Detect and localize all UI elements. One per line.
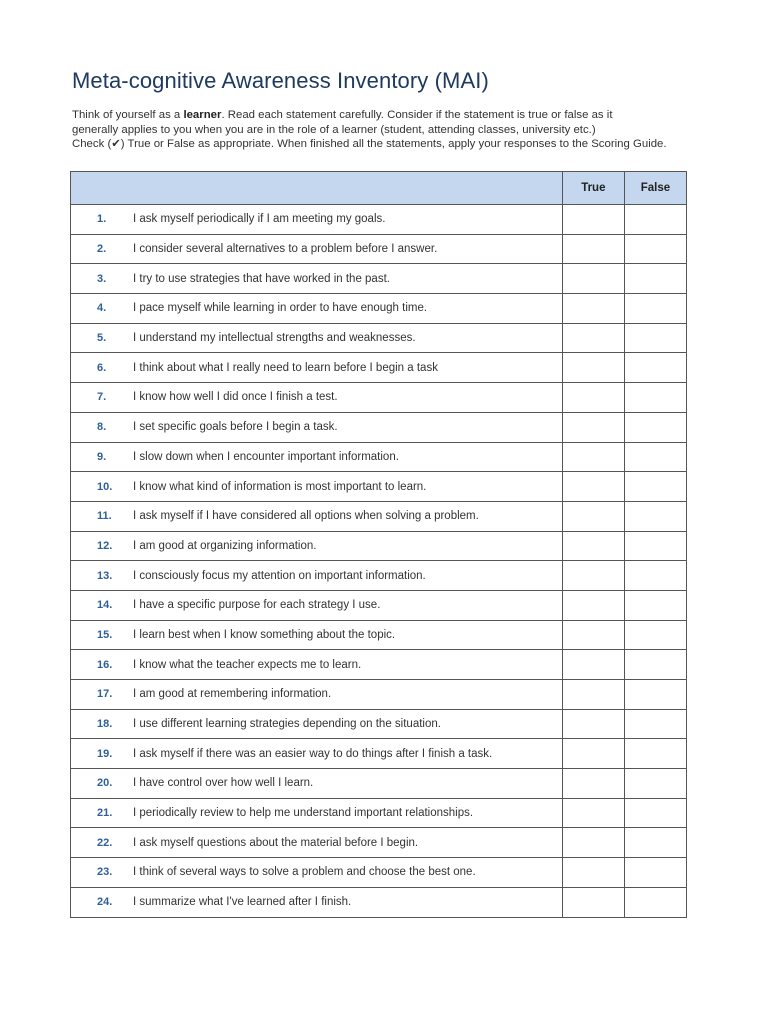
table-row — [71, 353, 687, 383]
instructions — [72, 108, 732, 152]
true-checkbox-cell[interactable] — [562, 561, 624, 591]
true-checkbox-cell[interactable] — [562, 620, 624, 650]
table-row — [71, 561, 687, 591]
statement-text: I consider several alternatives to a problem before I answer. — [133, 243, 438, 256]
true-checkbox-cell[interactable] — [562, 590, 624, 620]
table-row — [71, 680, 687, 710]
false-checkbox-cell[interactable] — [624, 739, 686, 769]
table-row — [71, 828, 687, 858]
statement-cell — [71, 501, 563, 531]
statement-number: 15. — [97, 628, 113, 641]
header-true: True — [562, 172, 624, 205]
emphasis-learner: learner — [183, 109, 222, 121]
true-checkbox-cell[interactable] — [562, 264, 624, 294]
table-row — [71, 709, 687, 739]
table-row — [71, 412, 687, 442]
statement-text: I understand my intellectual strengths and weaknesses. — [133, 332, 416, 345]
statement-number: 18. — [97, 718, 113, 731]
true-checkbox-cell[interactable] — [562, 294, 624, 324]
table-row — [71, 442, 687, 472]
statement-text: I periodically review to help me understand important relationships. — [133, 807, 474, 820]
false-checkbox-cell[interactable] — [624, 472, 686, 502]
statement-cell — [71, 323, 563, 353]
false-checkbox-cell[interactable] — [624, 620, 686, 650]
statement-number: 19. — [97, 747, 113, 760]
table-row — [71, 650, 687, 680]
false-checkbox-cell[interactable] — [624, 590, 686, 620]
statement-text: I think about what I really need to learn before I begin a task — [133, 361, 438, 374]
statement-number: 2. — [97, 243, 107, 256]
false-checkbox-cell[interactable] — [624, 858, 686, 888]
true-checkbox-cell[interactable] — [562, 680, 624, 710]
table-row — [71, 472, 687, 502]
true-checkbox-cell[interactable] — [562, 739, 624, 769]
table-row — [71, 383, 687, 413]
statement-text: I pace myself while learning in order to have enough time. — [133, 302, 428, 315]
statement-number: 24. — [97, 896, 113, 909]
true-checkbox-cell[interactable] — [562, 650, 624, 680]
statement-cell — [71, 590, 563, 620]
statement-text: I summarize what I've learned after I finish. — [133, 896, 352, 909]
false-checkbox-cell[interactable] — [624, 383, 686, 413]
statement-text: I learn best when I know something about the topic. — [133, 628, 396, 641]
statement-cell — [71, 561, 563, 591]
instructions-line-2: generally applies to you when you are in the role of a learner (student, attending classes, university etc.) — [72, 123, 596, 136]
statement-text: I have a specific purpose for each strategy I use. — [133, 599, 381, 612]
statement-cell — [71, 531, 563, 561]
statement-number: 16. — [97, 658, 113, 671]
header-statement — [71, 172, 563, 205]
statement-cell — [71, 264, 563, 294]
statement-text: I know what kind of information is most important to learn. — [133, 480, 427, 493]
statement-number: 9. — [97, 450, 107, 463]
instructions-line-3: Check (✔) True or False as appropriate. When finished all the statements, apply your responses to the Scoring Guide. — [72, 138, 667, 150]
statement-text: I am good at organizing information. — [133, 539, 317, 552]
statement-number: 1. — [97, 213, 107, 226]
false-checkbox-cell[interactable] — [624, 828, 686, 858]
statement-cell — [71, 412, 563, 442]
statement-number: 11. — [97, 510, 112, 523]
true-checkbox-cell[interactable] — [562, 798, 624, 828]
false-checkbox-cell[interactable] — [624, 442, 686, 472]
statement-number: 21. — [97, 807, 113, 820]
table-header-row — [71, 172, 687, 205]
true-checkbox-cell[interactable] — [562, 412, 624, 442]
table-row — [71, 739, 687, 769]
true-checkbox-cell[interactable] — [562, 383, 624, 413]
statement-cell — [71, 442, 563, 472]
statement-text: I ask myself if I have considered all options when solving a problem. — [133, 510, 479, 523]
false-checkbox-cell[interactable] — [624, 205, 686, 235]
table-body — [71, 205, 687, 918]
statement-cell — [71, 858, 563, 888]
true-checkbox-cell[interactable] — [562, 234, 624, 264]
statement-text: I ask myself if there was an easier way to do things after I finish a task. — [133, 747, 493, 760]
statement-number: 4. — [97, 302, 107, 315]
statement-number: 13. — [97, 569, 113, 582]
header-false: False — [624, 172, 686, 205]
statement-text: I know what the teacher expects me to learn. — [133, 658, 362, 671]
table-row — [71, 264, 687, 294]
table-row — [71, 620, 687, 650]
statement-number: 3. — [97, 272, 107, 285]
false-checkbox-cell[interactable] — [624, 887, 686, 917]
statement-cell — [71, 620, 563, 650]
statement-text: I try to use strategies that have worked in the past. — [133, 272, 390, 285]
statement-cell — [71, 680, 563, 710]
false-checkbox-cell[interactable] — [624, 561, 686, 591]
statement-number: 8. — [97, 421, 107, 434]
true-checkbox-cell[interactable] — [562, 501, 624, 531]
statement-text: I ask myself questions about the material before I begin. — [133, 836, 419, 849]
inventory-table — [70, 171, 687, 918]
true-checkbox-cell[interactable] — [562, 709, 624, 739]
statement-text: I set specific goals before I begin a task. — [133, 421, 338, 434]
statement-number: 20. — [97, 777, 113, 790]
table-row — [71, 887, 687, 917]
true-checkbox-cell[interactable] — [562, 531, 624, 561]
statement-cell — [71, 472, 563, 502]
statement-number: 22. — [97, 836, 113, 849]
statement-text: I use different learning strategies depending on the situation. — [133, 718, 441, 731]
table-row — [71, 798, 687, 828]
statement-cell — [71, 353, 563, 383]
instructions-line-1: Think of yourself as a learner. Read each statement carefully. Consider if the statement is true or false as it — [72, 109, 613, 121]
false-checkbox-cell[interactable] — [624, 412, 686, 442]
statement-cell — [71, 650, 563, 680]
table-row — [71, 769, 687, 799]
statement-cell — [71, 887, 563, 917]
true-checkbox-cell[interactable] — [562, 442, 624, 472]
statement-text: I think of several ways to solve a problem and choose the best one. — [133, 866, 476, 879]
false-checkbox-cell[interactable] — [624, 294, 686, 324]
true-checkbox-cell[interactable] — [562, 769, 624, 799]
true-checkbox-cell[interactable] — [562, 205, 624, 235]
statement-number: 14. — [97, 599, 113, 612]
false-checkbox-cell[interactable] — [624, 531, 686, 561]
true-checkbox-cell[interactable] — [562, 323, 624, 353]
statement-cell — [71, 709, 563, 739]
statement-cell — [71, 294, 563, 324]
false-checkbox-cell[interactable] — [624, 769, 686, 799]
statement-text: I consciously focus my attention on important information. — [133, 569, 426, 582]
false-checkbox-cell[interactable] — [624, 650, 686, 680]
false-checkbox-cell[interactable] — [624, 234, 686, 264]
false-checkbox-cell[interactable] — [624, 501, 686, 531]
statement-cell — [71, 383, 563, 413]
table-row — [71, 294, 687, 324]
statement-cell — [71, 234, 563, 264]
false-checkbox-cell[interactable] — [624, 709, 686, 739]
true-checkbox-cell[interactable] — [562, 472, 624, 502]
true-checkbox-cell[interactable] — [562, 887, 624, 917]
table-row — [71, 858, 687, 888]
false-checkbox-cell[interactable] — [624, 798, 686, 828]
false-checkbox-cell[interactable] — [624, 264, 686, 294]
false-checkbox-cell[interactable] — [624, 353, 686, 383]
statement-text: I have control over how well I learn. — [133, 777, 314, 790]
true-checkbox-cell[interactable] — [562, 858, 624, 888]
statement-number: 6. — [97, 361, 107, 374]
statement-text: I know how well I did once I finish a test. — [133, 391, 338, 404]
statement-number: 10. — [97, 480, 113, 493]
false-checkbox-cell[interactable] — [624, 680, 686, 710]
false-checkbox-cell[interactable] — [624, 323, 686, 353]
statement-text: I ask myself periodically if I am meeting my goals. — [133, 213, 386, 226]
statement-cell — [71, 828, 563, 858]
statement-cell — [71, 798, 563, 828]
true-checkbox-cell[interactable] — [562, 353, 624, 383]
statement-number: 23. — [97, 866, 113, 879]
page-title: Meta-cognitive Awareness Inventory (MAI) — [72, 68, 489, 93]
true-checkbox-cell[interactable] — [562, 828, 624, 858]
table-row — [71, 323, 687, 353]
statement-cell — [71, 205, 563, 235]
statement-cell — [71, 769, 563, 799]
table-row — [71, 501, 687, 531]
table-row — [71, 531, 687, 561]
statement-number: 12. — [97, 539, 113, 552]
statement-number: 17. — [97, 688, 113, 701]
statement-number: 5. — [97, 332, 107, 345]
table-row — [71, 234, 687, 264]
statement-number: 7. — [97, 391, 107, 404]
statement-cell — [71, 739, 563, 769]
statement-text: I slow down when I encounter important information. — [133, 450, 399, 463]
table-row — [71, 205, 687, 235]
statement-text: I am good at remembering information. — [133, 688, 332, 701]
table-row — [71, 590, 687, 620]
